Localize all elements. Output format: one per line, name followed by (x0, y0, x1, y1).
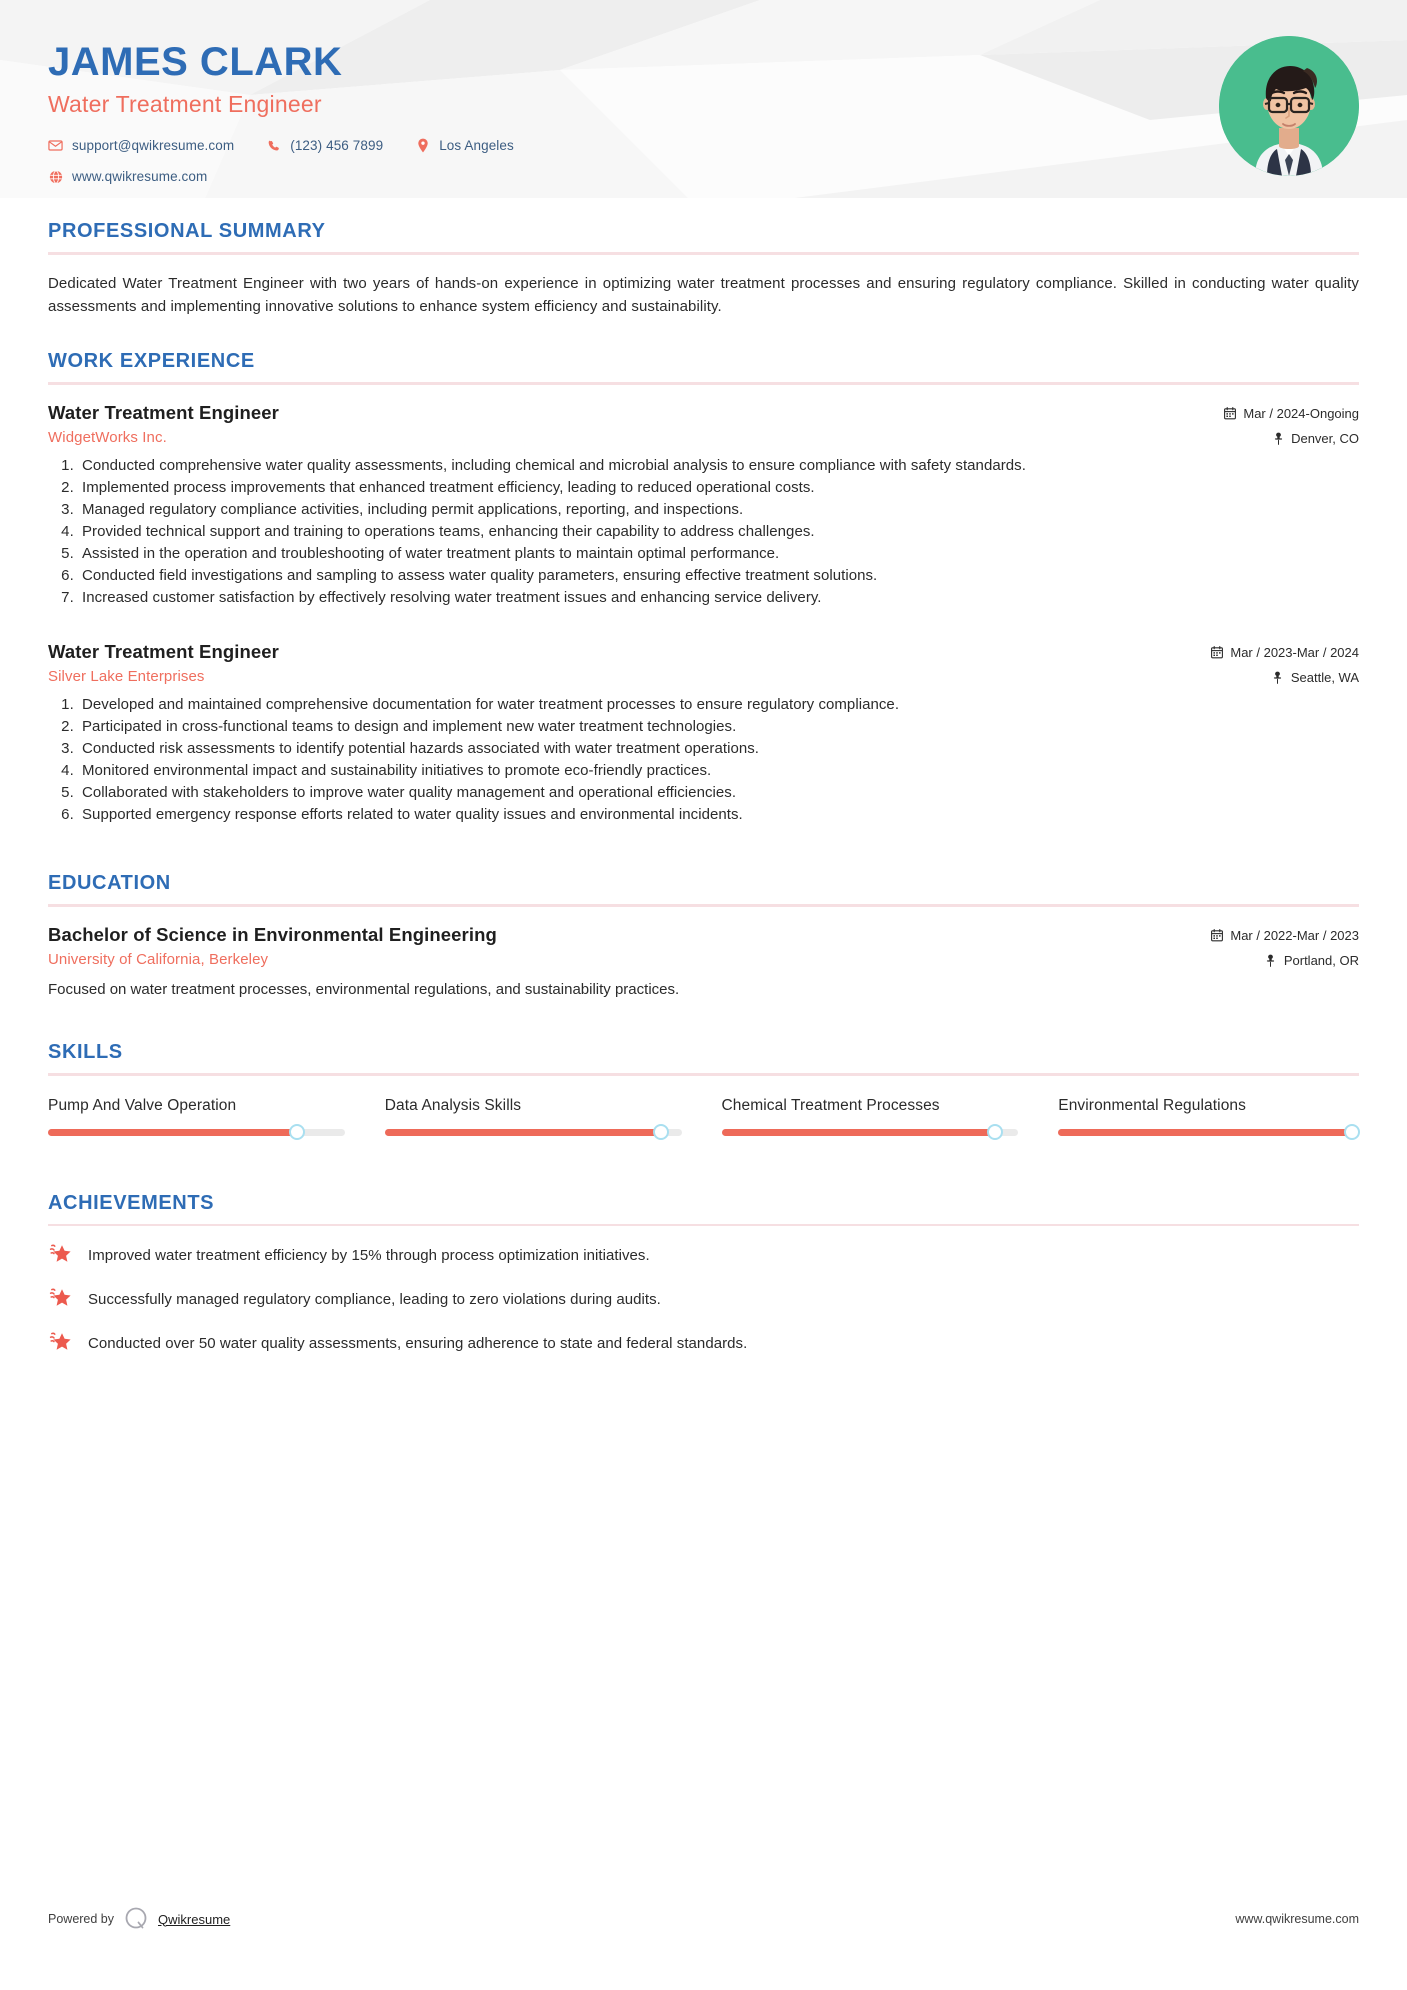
section-divider (48, 1224, 1359, 1227)
avatar (1219, 36, 1359, 176)
entry-date-text: Mar / 2024-Ongoing (1243, 405, 1359, 421)
skill-item (722, 1093, 1023, 1136)
section-divider (48, 904, 1359, 907)
entry-bullet-list (48, 694, 1359, 826)
entry-date-text: Mar / 2022-Mar / 2023 (1230, 927, 1359, 943)
skills-grid (48, 1093, 1359, 1136)
list-item: 3. Conducted risk assessments to identify potential hazards associated with water treatment operations. (78, 738, 1359, 760)
achievement-item (48, 1331, 1359, 1355)
footer-powered-by (48, 1906, 230, 1932)
email-icon (48, 138, 63, 153)
entry-meta (1211, 641, 1359, 685)
list-item: 2. Implemented process improvements that enhanced treatment efficiency, leading to reduced operational costs. (78, 477, 1359, 499)
skill-slider-knob[interactable] (987, 1124, 1003, 1140)
section-achievements (48, 1192, 1359, 1355)
skill-slider[interactable] (385, 1129, 682, 1136)
globe-icon (48, 169, 63, 184)
skill-item (385, 1093, 686, 1136)
contact-website[interactable] (48, 169, 207, 184)
footer-brand-link[interactable]: Qwikresume (158, 1911, 231, 1927)
entry-meta (1224, 402, 1359, 446)
list-item: 6. Conducted field investigations and sampling to assess water quality parameters, ensuring effective treatment solutions. (78, 565, 1359, 587)
entry-location-line (1224, 431, 1359, 446)
entry-location-line (1211, 670, 1359, 685)
entry-degree-title: Bachelor of Science in Environmental Engineering (48, 923, 497, 945)
calendar-icon (1211, 929, 1223, 942)
achievement-text: Successfully managed regulatory compliance, leading to zero violations during audits. (88, 1291, 661, 1309)
achievement-item (48, 1243, 1359, 1267)
list-item: 4. Monitored environmental impact and sustainability initiatives to promote eco-friendly practices. (78, 760, 1359, 782)
entry-job-title: Water Treatment Engineer (48, 401, 279, 423)
skill-slider-knob[interactable] (1344, 1124, 1360, 1140)
entry-left (48, 402, 1224, 446)
entry-location-text: Portland, OR (1283, 952, 1359, 968)
list-item: 5. Collaborated with stakeholders to improve water quality management and operational efficiencies. (78, 782, 1359, 804)
achievement-text: Conducted over 50 water quality assessments, ensuring adherence to state and federal standards. (88, 1334, 748, 1352)
resume-header (0, 0, 1407, 210)
skill-slider-knob[interactable] (653, 1124, 669, 1140)
entry-header (48, 641, 1359, 685)
powered-by-label: Powered by (48, 1912, 115, 1926)
section-title-skills: SKILLS (48, 1041, 123, 1064)
section-title-education: EDUCATION (48, 872, 171, 895)
qwikresume-logo-icon (123, 1906, 149, 1932)
skill-label: Chemical Treatment Processes (721, 1096, 940, 1114)
page-footer (48, 1906, 1359, 1932)
section-title-achievements: ACHIEVEMENTS (48, 1191, 215, 1214)
entry-company: WidgetWorks Inc. (48, 428, 167, 446)
map-pin-icon (1272, 432, 1284, 445)
entry-date-line (1224, 406, 1359, 421)
section-divider (48, 252, 1359, 255)
map-pin-icon (1272, 671, 1284, 684)
footer-website[interactable]: www.qwikresume.com (1235, 1912, 1359, 1926)
skill-item (48, 1093, 349, 1136)
entry-location-text: Seattle, WA (1290, 669, 1359, 685)
skill-item (1058, 1093, 1359, 1136)
skill-label: Pump And Valve Operation (48, 1096, 237, 1114)
skill-slider[interactable] (48, 1129, 345, 1136)
experience-entry (48, 402, 1359, 609)
contact-email[interactable] (48, 138, 234, 153)
skill-slider-fill (385, 1129, 661, 1136)
entry-location-text: Denver, CO (1291, 430, 1359, 446)
entry-company: Silver Lake Enterprises (48, 667, 205, 685)
entry-left (48, 924, 1211, 968)
list-item: 4. Provided technical support and training to operations teams, enhancing their capability to address challenges. (78, 521, 1359, 543)
entry-left (48, 641, 1211, 685)
phone-icon (266, 138, 281, 153)
skill-slider[interactable] (1058, 1129, 1355, 1136)
contact-phone-text: (123) 456 7899 (290, 138, 384, 153)
contact-phone[interactable] (266, 138, 383, 153)
experience-entry (48, 641, 1359, 826)
location-pin-icon (415, 138, 430, 153)
star-icon (48, 1330, 74, 1354)
entry-header (48, 402, 1359, 446)
list-item: 2. Participated in cross-functional teams to design and implement new water treatment technologies. (78, 716, 1359, 738)
page-title: JAMES CLARK (48, 40, 343, 84)
entry-bullet-list (48, 455, 1359, 609)
contact-website-text: www.qwikresume.com (72, 169, 208, 184)
entry-meta (1211, 924, 1359, 968)
skill-slider-knob[interactable] (289, 1124, 305, 1140)
summary-text: Dedicated Water Treatment Engineer with two years of hands-on experience in optimizing water treatment processes and ensuring regulatory compliance. Skilled in conducting water quality assessments and implementing innovative solutions to enhance system efficiency and sustainability. (48, 274, 1359, 315)
star-icon (48, 1242, 74, 1266)
list-item: 1. Conducted comprehensive water quality assessments, including chemical and microbial analysis to ensure compliance with safety standards. (78, 455, 1359, 477)
skill-slider-fill (1058, 1129, 1352, 1136)
contact-email-text: support@qwikresume.com (72, 138, 235, 153)
list-item: 3. Managed regulatory compliance activities, including permit applications, reporting, and inspections. (78, 499, 1359, 521)
section-divider (48, 382, 1359, 385)
contact-row-primary (48, 138, 1407, 153)
entry-description: Focused on water treatment processes, environmental regulations, and sustainability practices. (48, 980, 680, 998)
entry-job-title: Water Treatment Engineer (48, 640, 279, 662)
calendar-icon (1211, 646, 1223, 659)
skill-slider-fill (48, 1129, 297, 1136)
entry-institution: University of California, Berkeley (48, 950, 269, 968)
calendar-icon (1224, 407, 1236, 420)
achievement-item (48, 1287, 1359, 1311)
entry-location-line (1211, 953, 1359, 968)
skill-slider[interactable] (722, 1129, 1019, 1136)
skill-slider-fill (722, 1129, 995, 1136)
list-item: 7. Increased customer satisfaction by effectively resolving water treatment issues and enhancing service delivery. (78, 587, 1359, 609)
entry-header (48, 924, 1359, 968)
star-icon (48, 1286, 74, 1310)
section-skills (48, 1041, 1359, 1136)
skill-label: Data Analysis Skills (384, 1096, 522, 1114)
job-title-subtitle: Water Treatment Engineer (48, 91, 322, 117)
section-professional-summary (48, 220, 1359, 318)
section-work-experience (48, 350, 1359, 826)
list-item: 1. Developed and maintained comprehensive documentation for water treatment processes to ensure regulatory compliance. (78, 694, 1359, 716)
achievement-text: Improved water treatment efficiency by 15% through process optimization initiatives. (88, 1247, 650, 1265)
list-item: 5. Assisted in the operation and troubleshooting of water treatment plants to maintain optimal performance. (78, 543, 1359, 565)
entry-date-text: Mar / 2023-Mar / 2024 (1230, 644, 1359, 660)
section-education (48, 872, 1359, 1001)
entry-date-line (1211, 645, 1359, 660)
contact-info (48, 138, 1407, 184)
entry-date-line (1211, 928, 1359, 943)
contact-location (415, 138, 514, 153)
section-title-experience: WORK EXPERIENCE (48, 350, 255, 372)
section-divider (48, 1073, 1359, 1076)
list-item: 6. Supported emergency response efforts related to water quality issues and environmental incidents. (78, 804, 1359, 826)
skill-label: Environmental Regulations (1058, 1096, 1246, 1114)
map-pin-icon (1265, 954, 1277, 967)
section-title-summary: PROFESSIONAL SUMMARY (48, 220, 326, 242)
contact-row-secondary (48, 169, 1407, 184)
contact-location-text: Los Angeles (439, 138, 514, 153)
education-entry (48, 924, 1359, 1002)
